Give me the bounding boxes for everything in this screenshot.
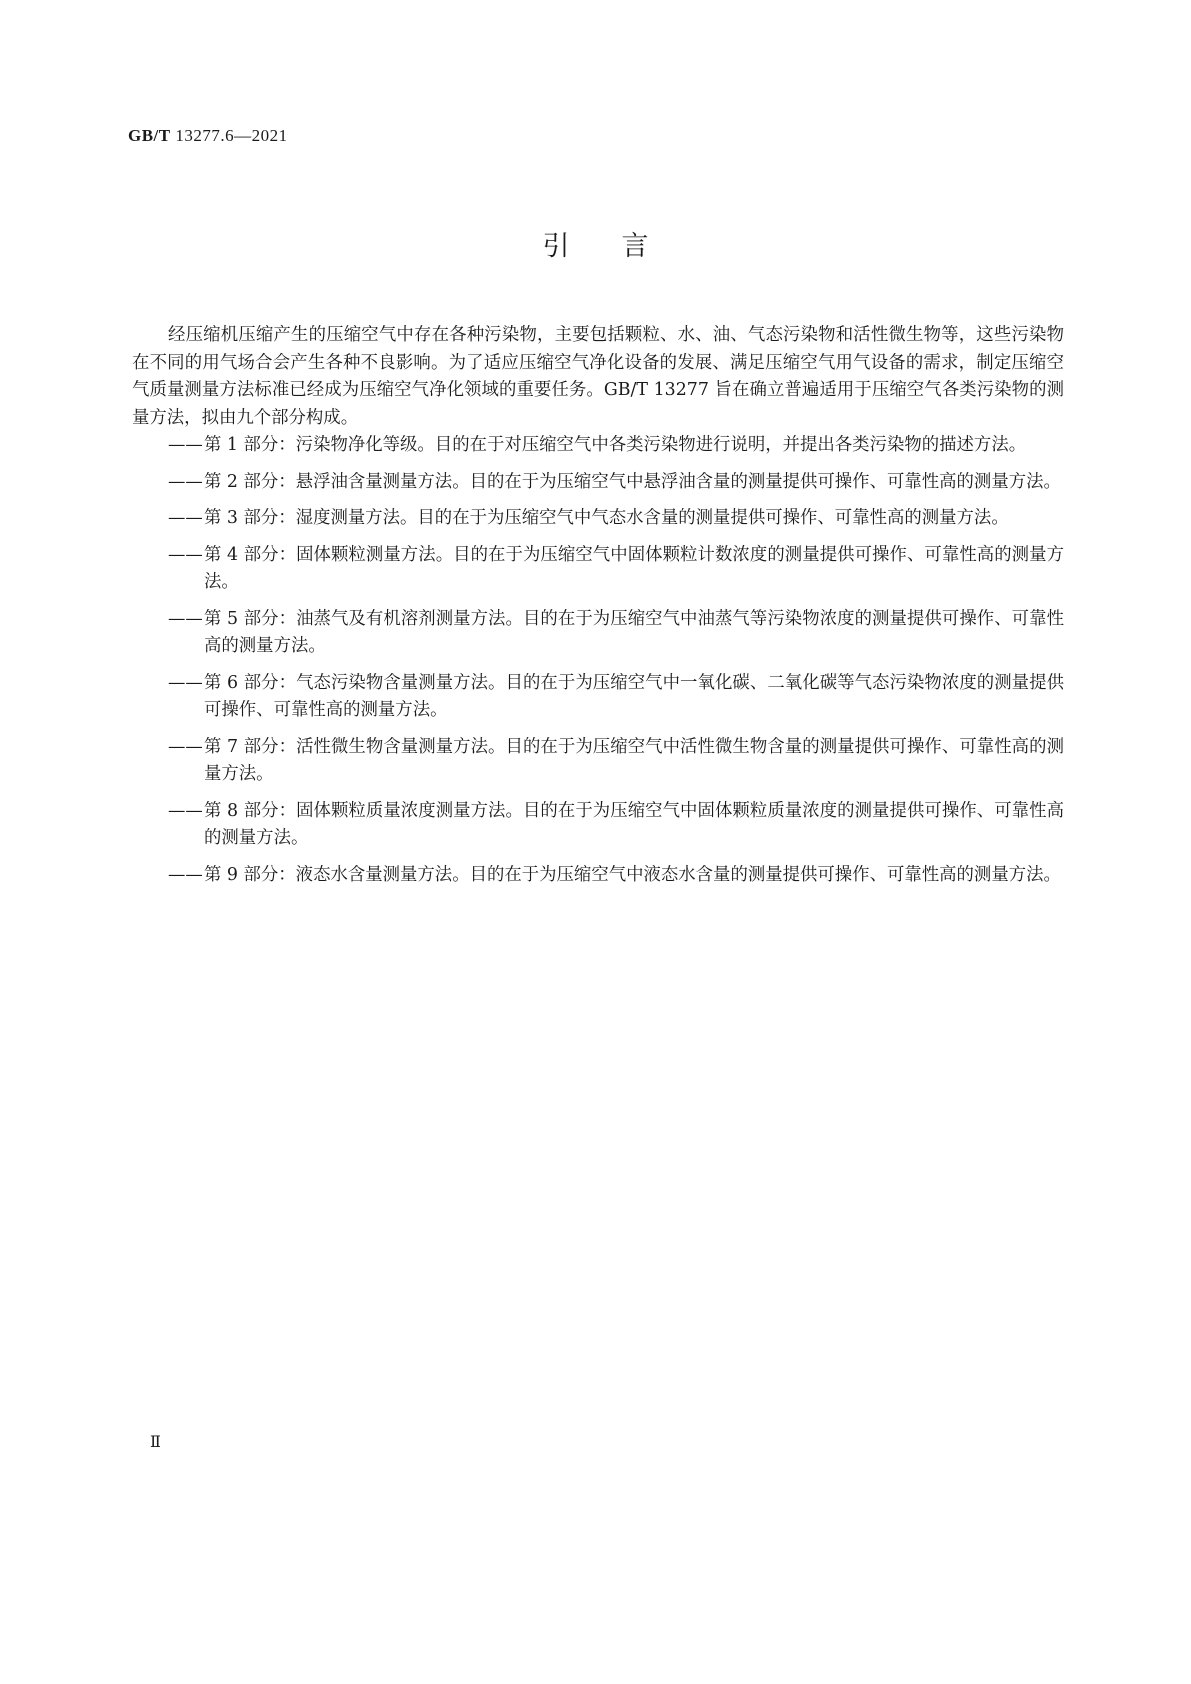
- document-code-number: 13277.6—2021: [175, 126, 288, 145]
- list-dash: ——: [168, 544, 203, 565]
- list-dash: ——: [168, 736, 203, 757]
- list-dash: ——: [168, 672, 203, 693]
- list-item-text: 第 6 部分：气态污染物含量测量方法。目的在于为压缩空气中一氧化碳、二氧化碳等气态污染物浓度的测量提供可操作、可靠性高的测量方法。: [204, 672, 1064, 720]
- list-item-text: 第 1 部分：污染物净化等级。目的在于对压缩空气中各类污染物进行说明，并提出各类污染物的描述方法。: [204, 435, 1027, 455]
- list-dash: ——: [168, 800, 203, 821]
- main-content: [132, 322, 1064, 898]
- intro-paragraph: 经压缩机压缩产生的压缩空气中存在各种污染物，主要包括颗粒、水、油、气态污染物和活性微生物等，这些污染物在不同的用气场合会产生各种不良影响。为了适应压缩空气净化设备的发展、满足压缩空气用气设备的需求，制定压缩空气质量测量方法标准已经成为压缩空气净化领域的重要任务。GB/T 13277 旨在确立普遍适用于压缩空气各类污染物的测量方法，拟由九个部分构成。: [132, 325, 1064, 428]
- list-item: [168, 542, 1064, 597]
- list-item: [168, 469, 1064, 497]
- list-item: [168, 432, 1064, 460]
- list-item-text: 第 4 部分：固体颗粒测量方法。目的在于为压缩空气中固体颗粒计数浓度的测量提供可操作、可靠性高的测量方法。: [204, 544, 1064, 592]
- list-item: [168, 798, 1064, 853]
- list-item: [168, 505, 1064, 533]
- list-item-text: 第 5 部分：油蒸气及有机溶剂测量方法。目的在于为压缩空气中油蒸气等污染物浓度的测量提供可操作、可靠性高的测量方法。: [204, 608, 1064, 656]
- document-code-prefix: GB/T: [128, 126, 171, 145]
- list-item: [168, 670, 1064, 725]
- list-item-text: 第 7 部分：活性微生物含量测量方法。目的在于为压缩空气中活性微生物含量的测量提供可操作、可靠性高的测量方法。: [204, 736, 1064, 784]
- list-item-text: 第 2 部分：悬浮油含量测量方法。目的在于为压缩空气中悬浮油含量的测量提供可操作、可靠性高的测量方法。: [204, 471, 1061, 492]
- list-dash: ——: [168, 608, 203, 629]
- document-code: [128, 126, 288, 146]
- list-dash: ——: [168, 471, 203, 492]
- parts-list: [168, 432, 1064, 889]
- list-dash: ——: [168, 435, 203, 455]
- list-item-text: 第 9 部分：液态水含量测量方法。目的在于为压缩空气中液态水含量的测量提供可操作、可靠性高的测量方法。: [204, 864, 1061, 885]
- page-number: Ⅱ: [150, 1434, 161, 1451]
- list-dash: ——: [168, 864, 203, 885]
- list-item: [168, 606, 1064, 661]
- list-item: [168, 734, 1064, 789]
- list-item-text: 第 3 部分：湿度测量方法。目的在于为压缩空气中气态水含量的测量提供可操作、可靠性高的测量方法。: [204, 508, 1009, 528]
- page-title: 引言: [542, 231, 701, 262]
- list-item-text: 第 8 部分：固体颗粒质量浓度测量方法。目的在于为压缩空气中固体颗粒质量浓度的测量提供可操作、可靠性高的测量方法。: [204, 800, 1064, 848]
- list-dash: ——: [168, 508, 203, 528]
- list-item: [168, 862, 1064, 890]
